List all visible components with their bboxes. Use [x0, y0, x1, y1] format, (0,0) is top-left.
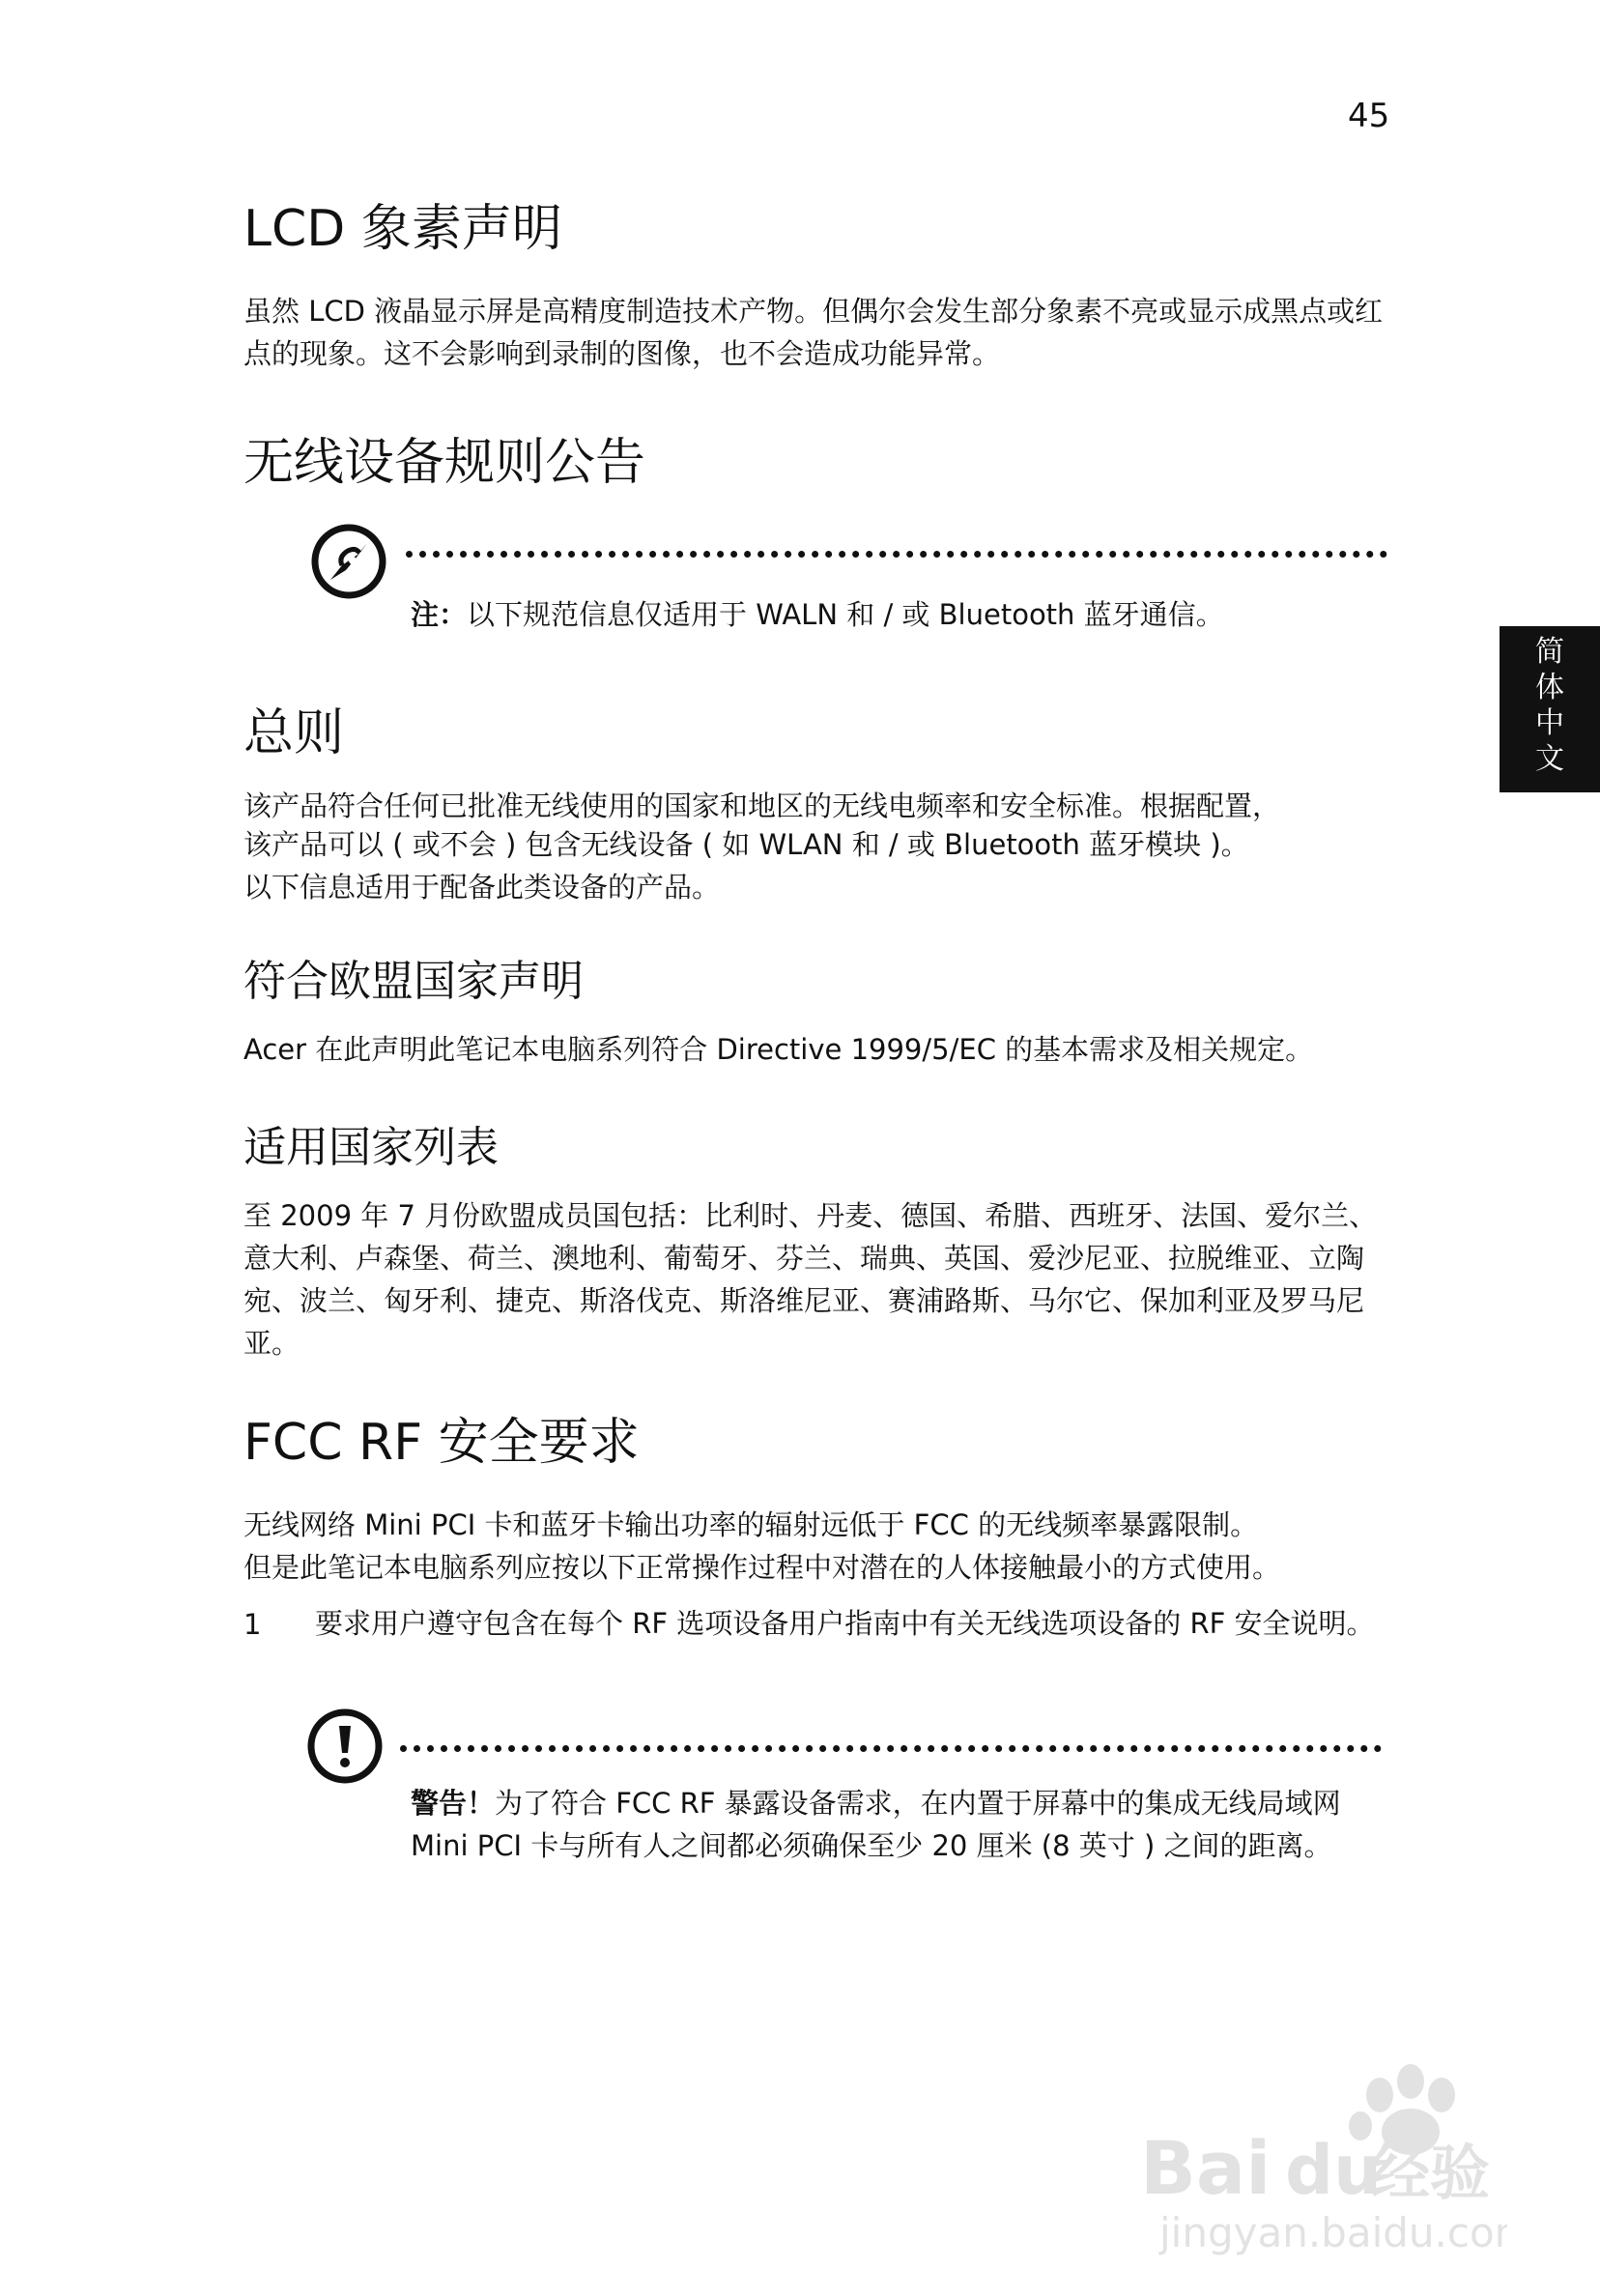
fcc-warning — [411, 1782, 1377, 1867]
exclamation-warning-icon — [305, 1707, 385, 1786]
fcc-section-title: FCC RF 安全要求 — [243, 1414, 640, 1472]
paw-icon — [1140, 2049, 1507, 2261]
fcc-section-line-1: 无线网络 Mini PCI 卡和蓝牙卡输出功率的辐射远低于 FCC 的无线频率暴露限制。 — [243, 1508, 1259, 1541]
lcd-section-title: LCD 象素声明 — [243, 200, 562, 258]
pen-note-icon — [309, 522, 388, 601]
watermark-url: jingyan.baidu.com — [1159, 2209, 1507, 2256]
watermark-brand-cn: 经验 — [1370, 2138, 1491, 2208]
general-section-line-1: 该产品符合任何已批准无线使用的国家和地区的无线电频率和安全标准。根据配置， — [243, 789, 1281, 822]
side-tab-char: 体 — [1535, 671, 1564, 704]
lcd-section-body: 虽然 LCD 液晶显示屏是高精度制造技术产物。但偶尔会发生部分象素不亮或显示成黑点或红点的现象。这不会影响到录制的图像，也不会造成功能异常。 — [243, 295, 1384, 370]
note-text: 以下规范信息仅适用于 WALN 和 / 或 Bluetooth 蓝牙通信。 — [467, 598, 1224, 631]
eu-section-title: 符合欧盟国家声明 — [243, 957, 584, 1006]
page-number: 45 — [1348, 97, 1390, 135]
countries-section-body: 至 2009 年 7 月份欧盟成员国包括：比利时、丹麦、德国、希腊、西班牙、法国、爱尔兰、意大利、卢森堡、荷兰、澳地利、葡萄牙、芬兰、瑞典、英国、爱沙尼亚、拉脱维亚、立陶宛、波兰、匈牙利、捷克、斯洛伐克、斯洛维尼亚、赛浦路斯、马尔它、保加利亚及罗马尼亚。 — [243, 1199, 1378, 1360]
eu-section-body: Acer 在此声明此笔记本电脑系列符合 Directive 1999/5/EC 的基本需求及相关规定。 — [243, 1033, 1314, 1066]
note-label: 注： — [411, 598, 468, 631]
fcc-section-line-2: 但是此笔记本电脑系列应按以下正常操作过程中对潜在的人体接触最小的方式使用。 — [243, 1551, 1281, 1584]
general-section-title: 总则 — [243, 704, 345, 762]
general-section-line-2: 该产品可以 ( 或不会 ) 包含无线设备 ( 如 WLAN 和 / 或 Bluetooth 蓝牙模块 )。 — [243, 828, 1249, 861]
warning-text: 为了符合 FCC RF 暴露设备需求，在内置于屏幕中的集成无线局域网 Mini PCI 卡与所有人之间都必须确保至少 20 厘米 (8 英寸 ) 之间的距离。 — [411, 1787, 1341, 1862]
watermark-brand: Bai — [1140, 2125, 1271, 2211]
side-tab-char: 简 — [1535, 635, 1564, 669]
side-tab-char: 中 — [1535, 706, 1564, 740]
general-section-line-3: 以下信息适用于配备此类设备的产品。 — [243, 871, 721, 904]
warning-label: 警告！ — [411, 1787, 496, 1820]
countries-section-title: 适用国家列表 — [243, 1123, 499, 1172]
note-divider — [406, 551, 1387, 558]
wireless-section-title: 无线设备规则公告 — [243, 434, 646, 492]
wireless-note — [411, 593, 1224, 636]
list-item-text: 要求用户遵守包含在每个 RF 选项设备用户指南中有关无线选项设备的 RF 安全说明。 — [315, 1607, 1375, 1640]
language-side-tab — [1500, 626, 1600, 792]
baidu-watermark — [1140, 2049, 1507, 2261]
watermark-brand-suffix: du — [1285, 2131, 1382, 2210]
list-item-number: 1 — [243, 1608, 262, 1641]
side-tab-char: 文 — [1535, 742, 1564, 776]
warning-divider — [400, 1745, 1382, 1752]
